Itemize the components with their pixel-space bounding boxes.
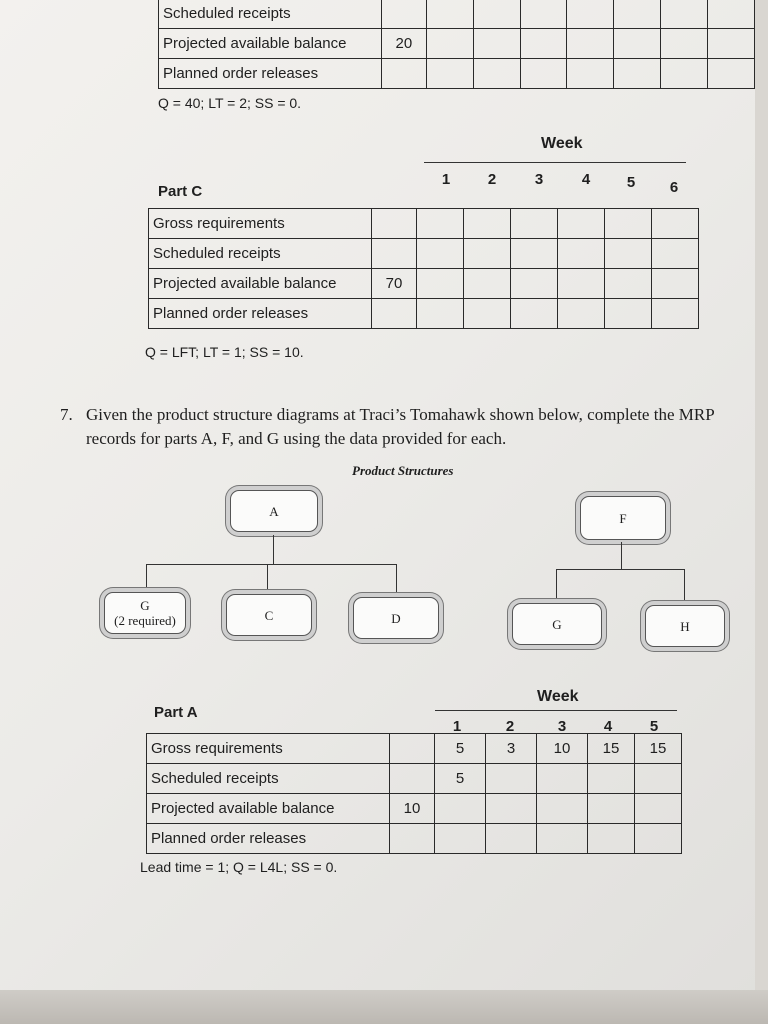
table-row [149,299,699,329]
week-heading: Week [537,688,579,705]
week-number: 3 [534,171,544,188]
inventory-cell [372,239,417,269]
week-cell [605,209,652,239]
week-cell [511,209,558,239]
node-label: G [552,616,562,632]
part-a-note: Lead time = 1; Q = L4L; SS = 0. [140,859,338,875]
week-cell [614,59,661,89]
week-heading: Week [541,135,583,152]
question-7 [60,403,751,451]
week-cell [652,239,699,269]
week-cell [417,299,464,329]
week-cell [473,29,520,59]
row-label: Projected available balance [159,29,382,59]
week-cell [588,794,635,824]
week-cell [511,239,558,269]
week-cell [426,29,473,59]
part-a-title: Part A [154,704,198,721]
week-cell [558,209,605,239]
week-cell [473,0,520,29]
node-label: C [264,607,274,623]
row-label: Projected available balance [149,269,372,299]
week-cell [605,269,652,299]
node-label: F [619,510,627,526]
week-cell [652,299,699,329]
week-cell: 5 [435,764,486,794]
week-cell [417,269,464,299]
part-f-node [580,496,666,540]
connector-line [684,569,685,603]
row-label: Planned order releases [159,59,382,89]
part-d-node [353,597,439,639]
inventory-cell [372,299,417,329]
inventory-cell: 70 [372,269,417,299]
week-number: 4 [603,718,613,735]
top-table-note: Q = 40; LT = 2; SS = 0. [158,95,302,111]
part-c-mrp-table [148,208,699,329]
connector-line [556,569,557,603]
week-cell [537,824,588,854]
row-label: Gross requirements [149,209,372,239]
table-row [149,269,699,299]
week-cell [464,269,511,299]
connector-line [621,542,622,569]
week-number: 6 [669,179,679,196]
part-a-mrp-table [146,733,682,854]
row-label: Planned order releases [149,299,372,329]
week-number: 5 [626,174,636,191]
connector-line [396,564,397,594]
node-label: D [391,610,401,626]
week-cell [635,764,682,794]
inventory-cell [381,0,426,29]
week-cell: 15 [588,734,635,764]
week-cell [567,0,614,29]
week-number: 4 [581,171,591,188]
row-label: Scheduled receipts [159,0,382,29]
connector-line [146,564,147,588]
week-cell [520,29,567,59]
top-mrp-table [158,0,755,89]
week-cell: 3 [486,734,537,764]
week-number: 3 [557,718,567,735]
week-cell [614,0,661,29]
table-row [149,239,699,269]
week-cell [520,0,567,29]
inventory-cell: 20 [381,29,426,59]
product-structures-title: Product Structures [352,463,454,478]
part-h-node [645,605,725,647]
question-number: 7. [60,405,73,424]
inventory-cell [372,209,417,239]
week-number: 2 [505,718,515,735]
part-c-node [226,594,312,636]
inventory-cell [390,824,435,854]
week-cell [464,209,511,239]
connector-line [267,564,268,592]
week-cell [558,269,605,299]
week-cell [486,824,537,854]
week-cell [588,764,635,794]
connector-line [146,564,397,565]
week-cell [614,29,661,59]
week-cell [537,794,588,824]
inventory-cell: 10 [390,794,435,824]
week-cell [635,794,682,824]
week-cell [558,239,605,269]
week-number: 2 [487,171,497,188]
week-number: 5 [649,718,659,735]
desk-surface [0,990,768,1024]
week-cell [417,239,464,269]
week-cell [520,59,567,89]
week-cell [426,59,473,89]
table-row [159,29,755,59]
row-label: Scheduled receipts [149,239,372,269]
part-a-node [230,490,318,532]
week-cell [567,29,614,59]
table-row [147,764,682,794]
week-cell [417,209,464,239]
row-label: Projected available balance [147,794,390,824]
week-cell: 10 [537,734,588,764]
week-cell [661,59,708,89]
week-cell [605,239,652,269]
table-row [159,59,755,89]
week-cell [661,0,708,29]
connector-line [556,569,685,570]
part-g-node [104,592,186,634]
week-cell: 5 [435,734,486,764]
node-label: A [269,503,279,519]
week-cell [511,269,558,299]
row-label: Scheduled receipts [147,764,390,794]
inventory-cell [381,59,426,89]
week-cell: 15 [635,734,682,764]
week-cell [558,299,605,329]
table-row [147,794,682,824]
week-rule [435,710,677,711]
week-cell [605,299,652,329]
week-cell [486,764,537,794]
week-cell [567,59,614,89]
week-cell [435,824,486,854]
part-c-title: Part C [158,183,203,200]
week-cell [464,299,511,329]
table-row [147,824,682,854]
question-text: Given the product structure diagrams at Traci’s Tomahawk shown below, complete the MRP records for parts A, F, and G using the data provided for each. [86,405,715,448]
week-cell [708,0,755,29]
node-label: H [680,618,690,634]
week-cell [708,59,755,89]
week-cell [708,29,755,59]
week-cell [486,794,537,824]
week-rule [424,162,686,163]
week-number: 1 [452,718,462,735]
week-number: 1 [441,171,451,188]
week-cell [652,209,699,239]
inventory-cell [390,764,435,794]
inventory-cell [390,734,435,764]
table-row [147,734,682,764]
week-cell [473,59,520,89]
node-label: G (2 required) [114,598,176,628]
week-cell [464,239,511,269]
week-cell [588,824,635,854]
connector-line [273,535,274,564]
week-cell [435,794,486,824]
week-cell [537,764,588,794]
week-cell [652,269,699,299]
week-cell [635,824,682,854]
part-g-node-f [512,603,602,645]
week-cell [661,29,708,59]
part-c-note: Q = LFT; LT = 1; SS = 10. [145,344,304,360]
row-label: Planned order releases [147,824,390,854]
row-label: Gross requirements [147,734,390,764]
table-row [159,0,755,29]
week-cell [511,299,558,329]
table-row [149,209,699,239]
week-cell [426,0,473,29]
